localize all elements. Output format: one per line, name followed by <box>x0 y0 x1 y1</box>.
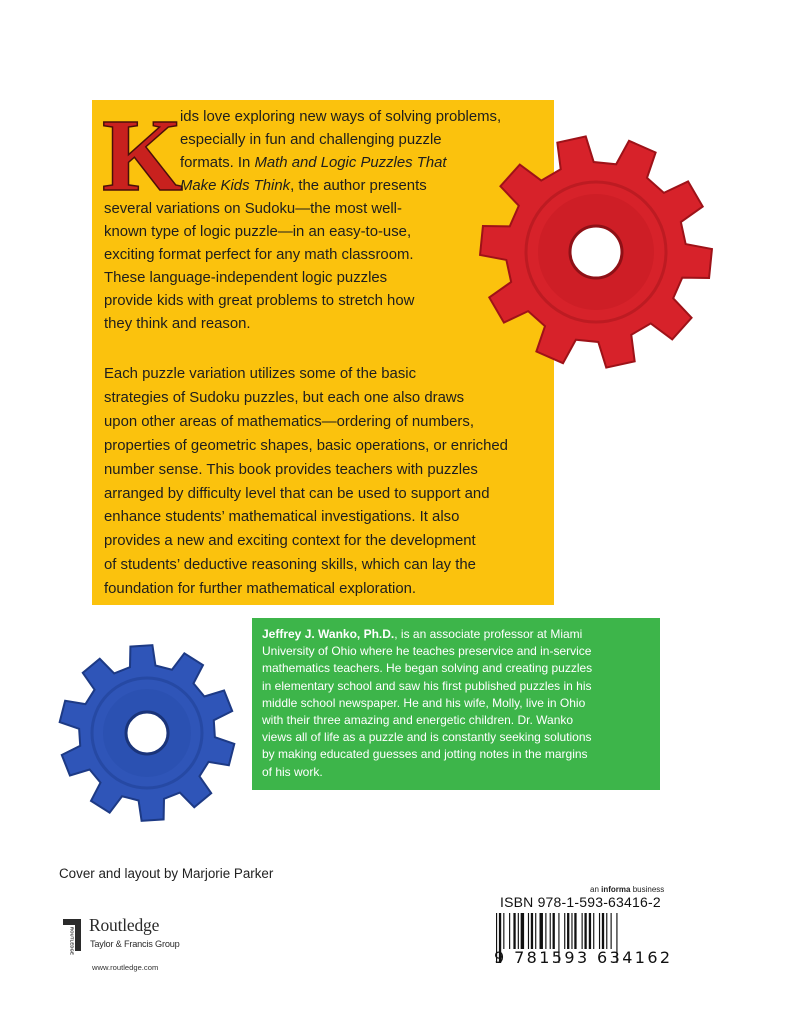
text-line: arranged by difficulty level that can be used to support and <box>104 485 490 502</box>
text-line: number sense. This book provides teachers with puzzles <box>104 461 478 478</box>
text-line: especially in fun and challenging puzzle <box>180 132 442 148</box>
text-line: foundation for further mathematical exploration. <box>104 581 417 598</box>
barcode-bar <box>528 913 529 949</box>
description-paragraph-1 <box>104 106 529 336</box>
informa-tagline <box>590 885 664 894</box>
drop-cap-text: K <box>102 98 183 213</box>
barcode-digits: 9 781593 634162 <box>494 948 673 967</box>
text-line: strategies of Sudoku puzzles, but each one also draws <box>104 389 465 406</box>
text-line <box>262 626 657 643</box>
blue-gear-icon <box>57 643 237 823</box>
barcode-bar <box>521 913 524 949</box>
text-segment: business <box>630 885 665 894</box>
barcode-bar <box>593 913 594 949</box>
barcode-bar <box>606 913 607 949</box>
text-line: Each puzzle variation utilizes some of the basic <box>104 366 417 382</box>
barcode-bar <box>540 913 543 949</box>
text-line: several variations on Sudoku—the most well- <box>104 201 402 217</box>
text-line: ids love exploring new ways of solving problems, <box>180 109 502 125</box>
barcode-bar <box>574 913 576 949</box>
author-name: Jeffrey J. Wanko, Ph.D. <box>262 627 395 641</box>
text-segment: formats. In <box>180 155 255 171</box>
book-title: Make Kids Think <box>180 178 291 194</box>
text-line: they think and reason. <box>104 316 251 332</box>
barcode-bar <box>531 913 533 949</box>
barcode-bar <box>518 913 519 949</box>
text-line <box>104 175 529 198</box>
text-line: properties of geometric shapes, basic operations, or enriched <box>104 437 508 454</box>
informa-brand: informa <box>601 885 631 894</box>
text-line: by making educated guesses and jotting notes in the margins <box>262 747 588 762</box>
barcode-bar <box>550 913 551 949</box>
logo-mark-text: ROUTLEDGE <box>69 927 75 956</box>
author-bio <box>262 626 657 781</box>
text-line: views all of life as a puzzle and is constantly seeking solutions <box>262 730 592 745</box>
text-line: These language-independent logic puzzles <box>104 270 388 286</box>
text-line: enhance students’ mathematical investigations. It also <box>104 509 460 526</box>
cover-credit: Cover and layout by Marjorie Parker <box>59 866 274 881</box>
barcode-bar <box>509 913 510 949</box>
text-segment: , the author presents <box>290 178 427 194</box>
text-line: exciting format perfect for any math classroom. <box>104 247 414 263</box>
barcode-bar <box>503 913 504 949</box>
text-line: middle school newspaper. He and his wife, Molly, live in Ohio <box>262 695 586 710</box>
text-line: upon other areas of mathematics—ordering of numbers, <box>104 413 474 430</box>
routledge-logo-icon <box>61 917 83 956</box>
publisher-group: Taylor & Francis Group <box>90 939 180 949</box>
barcode-bar <box>602 913 604 949</box>
barcode-bar <box>553 913 555 949</box>
barcode-bar <box>571 913 572 949</box>
barcode-bar <box>599 913 600 949</box>
text-line: known type of logic puzzle—in an easy-to-use, <box>104 224 412 240</box>
text-line: with their three amazing and energetic children. Dr. Wanko <box>262 713 574 728</box>
barcode-bar <box>611 913 612 949</box>
text-line: of students’ deductive reasoning skills, which can lay the <box>104 557 476 574</box>
barcode-bar <box>584 913 586 949</box>
description-paragraph-2 <box>104 363 549 602</box>
text-line: provides a new and exciting context for the development <box>104 533 476 550</box>
barcode-bar <box>567 913 569 949</box>
text-line: of his work. <box>262 764 323 779</box>
barcode-bar <box>535 913 536 949</box>
text-line: provide kids with great problems to stretch how <box>104 293 415 309</box>
book-title: Math and Logic Puzzles That <box>254 155 447 171</box>
text-segment: , is an associate professor at Miami <box>394 627 583 641</box>
text-line: University of Ohio where he teaches preservice and in-service <box>262 644 592 659</box>
text-line: mathematics teachers. He began solving and creating puzzles <box>262 661 593 676</box>
barcode-bar <box>564 913 565 949</box>
barcode-bar <box>513 913 515 949</box>
isbn-number: ISBN 978-1-593-63416-2 <box>500 894 661 910</box>
text-line <box>104 152 529 175</box>
text-segment: an <box>590 885 602 894</box>
barcode-bar <box>589 913 591 949</box>
publisher-url[interactable]: www.routledge.com <box>92 963 159 972</box>
text-line: in elementary school and saw his first published puzzles in his <box>262 678 592 693</box>
barcode-bar <box>582 913 583 949</box>
barcode-bar <box>545 913 546 949</box>
publisher-name: Routledge <box>89 915 160 935</box>
